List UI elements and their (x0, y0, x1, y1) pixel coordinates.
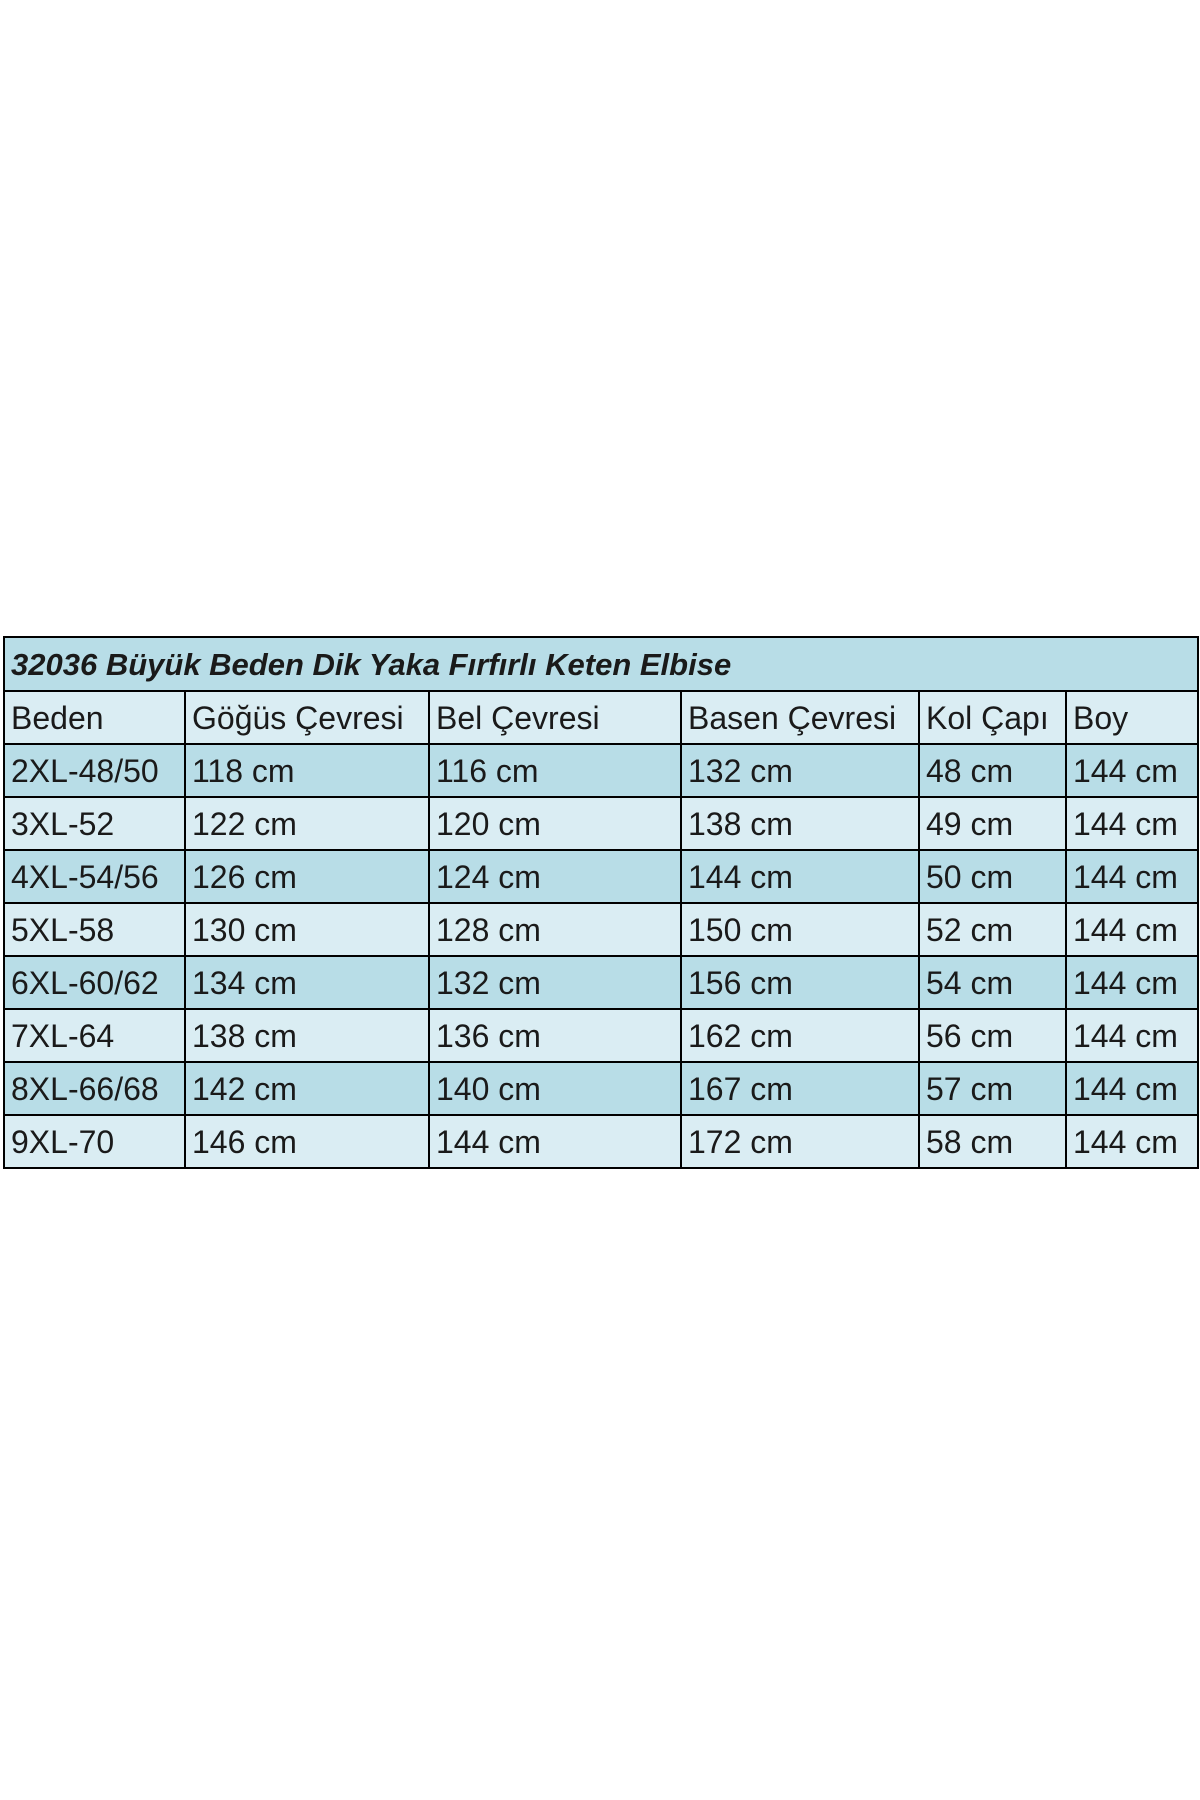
table-cell-size: 4XL-54/56 (4, 850, 185, 903)
table-cell-chest: 138 cm (185, 1009, 429, 1062)
table-cell-arm: 48 cm (919, 744, 1066, 797)
size-chart-table (3, 636, 1199, 1169)
table-cell-hip: 144 cm (681, 850, 919, 903)
table-cell-size: 2XL-48/50 (4, 744, 185, 797)
table-cell-arm: 57 cm (919, 1062, 1066, 1115)
table-cell-arm: 50 cm (919, 850, 1066, 903)
table-cell-size: 3XL-52 (4, 797, 185, 850)
column-header-hip: Basen Çevresi (681, 691, 919, 744)
table-cell-chest: 126 cm (185, 850, 429, 903)
table-cell-length: 144 cm (1066, 797, 1198, 850)
table-cell-waist: 128 cm (429, 903, 681, 956)
table-cell-waist: 132 cm (429, 956, 681, 1009)
table-cell-hip: 167 cm (681, 1062, 919, 1115)
table-cell-hip: 150 cm (681, 903, 919, 956)
table-cell-size: 7XL-64 (4, 1009, 185, 1062)
table-title-row (4, 637, 1198, 691)
table-cell-chest: 142 cm (185, 1062, 429, 1115)
table-row (4, 744, 1198, 797)
table-row (4, 903, 1198, 956)
table-row (4, 797, 1198, 850)
column-header-waist: Bel Çevresi (429, 691, 681, 744)
table-cell-length: 144 cm (1066, 903, 1198, 956)
table-cell-size: 8XL-66/68 (4, 1062, 185, 1115)
table-cell-length: 144 cm (1066, 1062, 1198, 1115)
table-cell-size: 9XL-70 (4, 1115, 185, 1168)
column-header-chest: Göğüs Çevresi (185, 691, 429, 744)
table-cell-hip: 162 cm (681, 1009, 919, 1062)
column-header-length: Boy (1066, 691, 1198, 744)
table-cell-length: 144 cm (1066, 1115, 1198, 1168)
table-cell-arm: 49 cm (919, 797, 1066, 850)
table-title: 32036 Büyük Beden Dik Yaka Fırfırlı Keten Elbise (4, 637, 1198, 691)
table-cell-chest: 146 cm (185, 1115, 429, 1168)
table-row (4, 850, 1198, 903)
table-row (4, 956, 1198, 1009)
table-cell-hip: 138 cm (681, 797, 919, 850)
column-header-arm: Kol Çapı (919, 691, 1066, 744)
table-cell-arm: 56 cm (919, 1009, 1066, 1062)
table-cell-arm: 58 cm (919, 1115, 1066, 1168)
table-cell-hip: 172 cm (681, 1115, 919, 1168)
table-cell-size: 5XL-58 (4, 903, 185, 956)
table-cell-arm: 54 cm (919, 956, 1066, 1009)
table-cell-waist: 136 cm (429, 1009, 681, 1062)
table-row (4, 1009, 1198, 1062)
table-cell-length: 144 cm (1066, 956, 1198, 1009)
table-cell-arm: 52 cm (919, 903, 1066, 956)
table-row (4, 1062, 1198, 1115)
table-cell-waist: 140 cm (429, 1062, 681, 1115)
table-cell-waist: 124 cm (429, 850, 681, 903)
table-cell-size: 6XL-60/62 (4, 956, 185, 1009)
table-cell-chest: 122 cm (185, 797, 429, 850)
table-cell-hip: 132 cm (681, 744, 919, 797)
table-cell-chest: 130 cm (185, 903, 429, 956)
table-cell-hip: 156 cm (681, 956, 919, 1009)
table-cell-waist: 120 cm (429, 797, 681, 850)
column-header-size: Beden (4, 691, 185, 744)
table-header-row (4, 691, 1198, 744)
table-cell-length: 144 cm (1066, 850, 1198, 903)
table-row (4, 1115, 1198, 1168)
table-cell-length: 144 cm (1066, 1009, 1198, 1062)
table-cell-chest: 118 cm (185, 744, 429, 797)
table-cell-chest: 134 cm (185, 956, 429, 1009)
table-cell-length: 144 cm (1066, 744, 1198, 797)
table-cell-waist: 116 cm (429, 744, 681, 797)
table-cell-waist: 144 cm (429, 1115, 681, 1168)
